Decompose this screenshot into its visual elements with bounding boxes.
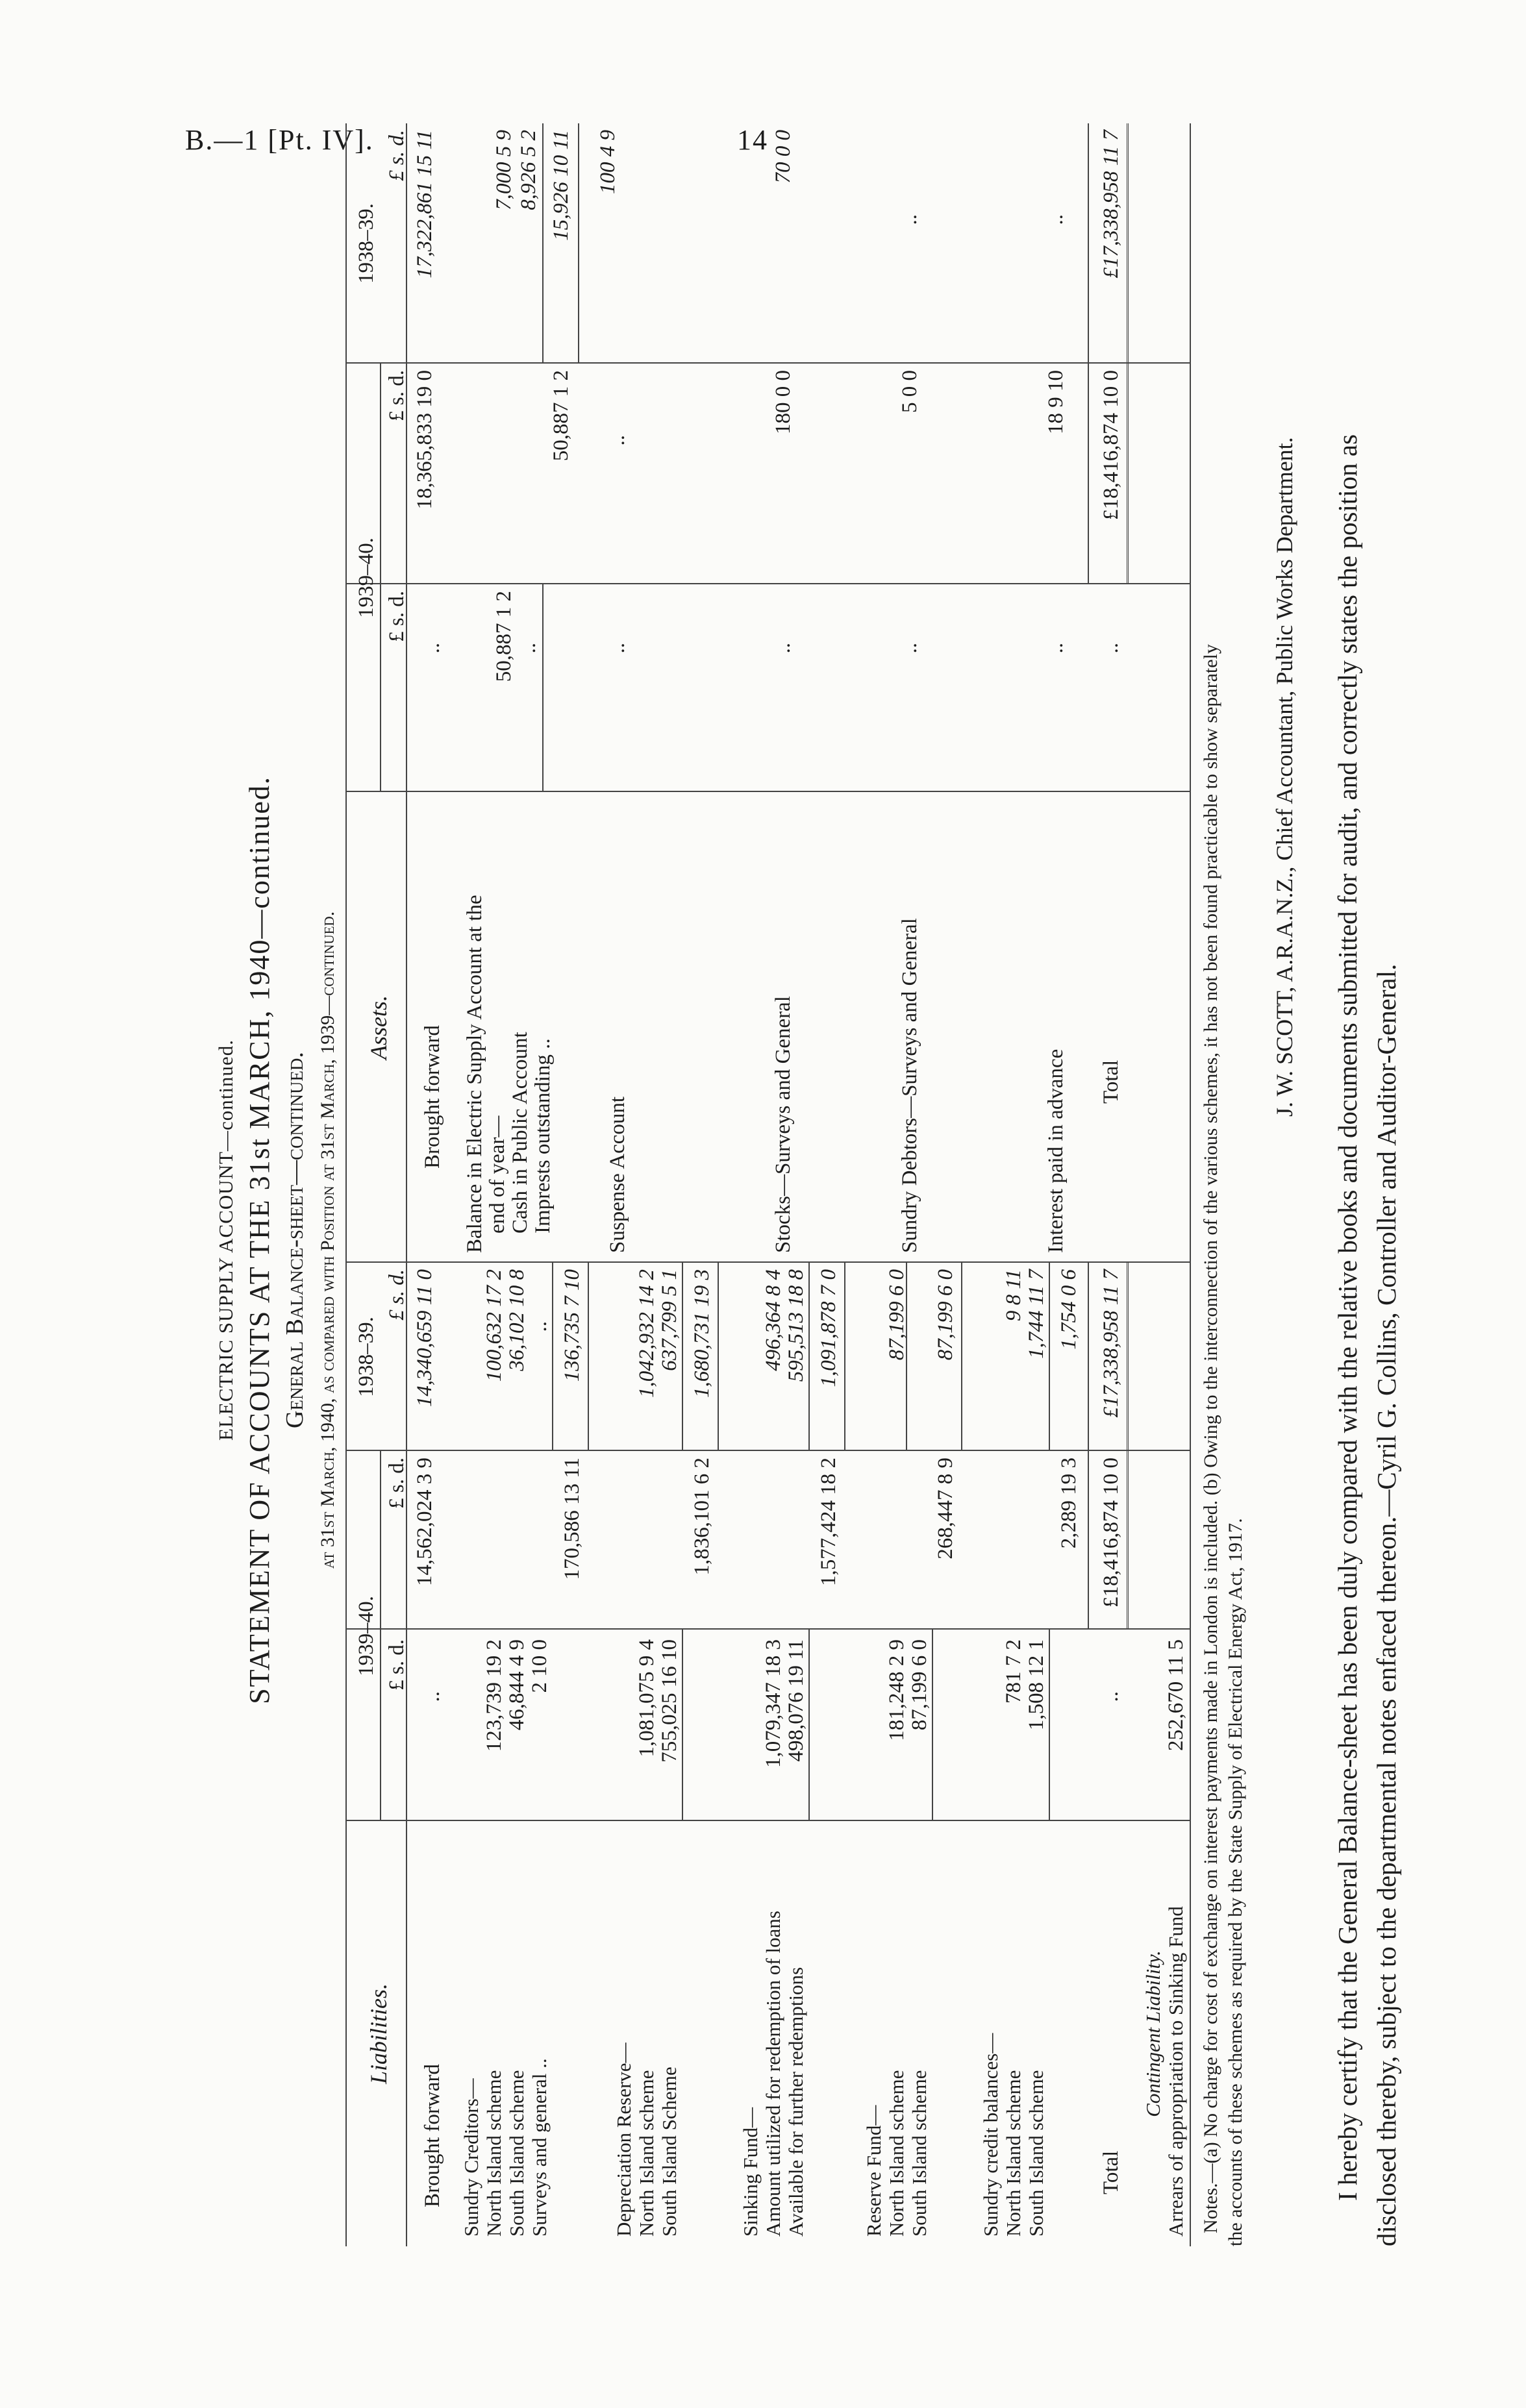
- assets-1938-39-header: 1938–39.: [355, 203, 378, 284]
- lsd-header: £ s. d.: [385, 1269, 408, 1321]
- sinking-fund-heading: Sinking Fund—: [739, 2107, 762, 2237]
- liab-bf-1940: 14,562,024 3 9: [413, 1458, 436, 1586]
- assets-total-1940: £18,416,874 10 0: [1099, 370, 1123, 520]
- liab-total-1940: £18,416,874 10 0: [1099, 1458, 1123, 1607]
- assets-bf-1939: 17,322,861 15 11: [413, 130, 436, 279]
- balance-esa-heading: Balance in Electric Supply Account at the: [463, 895, 486, 1253]
- section-title: ELECTRIC SUPPLY ACCOUNT—continued.: [214, 1039, 237, 1441]
- lsd-header: £ s. d.: [385, 1458, 408, 1509]
- liab-1938-39-header: 1938–39.: [355, 1317, 378, 1397]
- interest-paid-label: Interest paid in advance: [1044, 1049, 1068, 1253]
- certificate-line-1: I hereby certify that the General Balance-sheet has been duly compared with the relative books and documents submitted for audit, and correctly states the position as: [1332, 434, 1362, 2201]
- notes-line-1: Notes.—(a) No charge for cost of exchange on interest payments made in London is included. (b) Owing to the interconnection of the various schemes, it has not been found practicable to show separately: [1200, 644, 1221, 2233]
- liab-brought-forward-label: Brought forward: [421, 2064, 444, 2207]
- liab-total-label: Total: [1099, 2150, 1123, 2194]
- stocks-label: Stocks—Surveys and General: [771, 996, 795, 1253]
- assets-1939-40-header: 1939–40.: [355, 538, 378, 618]
- table-bottom-rule: [1190, 123, 1191, 2246]
- liab-bf-1939: 14,340,659 11 0: [413, 1269, 436, 1408]
- table-top-rule: [345, 123, 347, 2246]
- lsd-header: £ s. d.: [385, 1639, 408, 1691]
- lsd-header: £ s. d.: [385, 370, 408, 421]
- sundry-creditors-total-1940: 170,586 13 11: [560, 1458, 584, 1580]
- accountant-signature: J. W. SCOTT, A.R.A.N.Z., Chief Accountant, Public Works Department.: [1271, 437, 1297, 1117]
- center-divider: [345, 1261, 1190, 1263]
- assets-bf-1940: 18,365,833 19 0: [413, 370, 436, 510]
- assets-total-1939: £17,338,958 11 7: [1099, 130, 1123, 279]
- document-reference: B.—1 [Pt. IV].: [185, 124, 374, 156]
- assets-total-label: Total: [1099, 1060, 1123, 1104]
- lsd-header: £ s. d.: [385, 591, 408, 642]
- liab-total-1939: £17,338,958 11 7: [1099, 1269, 1123, 1418]
- contingent-liability-heading: Contingent Liability.: [1142, 1950, 1164, 2117]
- comparison-subtitle: at 31st March, 1940, as compared with Position at 31st March, 1939—continued.: [317, 911, 338, 1569]
- suspense-account-label: Suspense Account: [606, 1096, 629, 1253]
- reserve-fund-heading: Reserve Fund—: [862, 2105, 885, 2237]
- sundry-creditors-heading: Sundry Creditors—: [460, 2078, 482, 2237]
- certificate-line-2: disclosed thereby, subject to the departmental notes enfaced thereon.—Cyril G. Collins, Controller and Auditor-General.: [1371, 963, 1401, 2246]
- sundry-credit-balances-heading: Sundry credit balances—: [979, 2033, 1002, 2237]
- cash-public-account-1940: 50,887 1 2: [492, 591, 516, 682]
- balance-sheet-title: General Balance-sheet—continued.: [281, 1052, 308, 1428]
- sundry-debtors-label: Sundry Debtors—Surveys and General: [898, 918, 921, 1253]
- liabilities-header: Liabilities.: [366, 1983, 392, 2085]
- sinking-fund-arrears-value: 252,670 11 5: [1164, 1639, 1188, 1752]
- balance-sheet-page: ELECTRIC SUPPLY ACCOUNT—continued. STATEMENT OF ACCOUNTS AT THE 31st MARCH, 1940—continued. General Balance-sheet—continued. at 31st March, 1940, as compared with Position at 31st March, 1939—continued. Liabilities. 1939–40. 1938–39. Assets. 1939–40. 1938–39. £ s. d. £ s. d. £ s. d. £ s. d. £ s. d. £ s. d. Brought forward .. 14,562,024 3 9 14,340,659 11 0 Sundry Creditors— North Island scheme 123,739 19 2 100,632 17 2 South Island scheme 46,844 4 9 36,102 10 8 Surveys and general .. 2 10 0 .. 170,586 13 11 136,735 7 10 Depreciation Reserve— North Island scheme 1,081,075 9 4 1,042,932 14 2 South Island Scheme 755,025 16 10 637,799 5 1 1,836,101 6 2 1,680,731 19 3 Sinking Fund— Amount utilized for redemption of loans 1,079,347 18 3 496,364 8 4 Available for further redemptions 498,076 19 11 595,513 18 8 1,577,424 18 2 1,091,878 7 0 Reserve Fund— North Island scheme 181,248 2 9 87,199 6 0 South Island scheme 87,199 6 0 268,447 8 9 87,199 6 0 Sundry credit balances— North Island scheme 781 7 2 9 8 11 South Island scheme 1,508 12 1 1,744 11 7 2,289 19 3 1,754 0 6 Total .. £18,416,874 10 0 £17,338,958 11 7 Contingent Liability. Arrears of appropriation to Sinking Fund 252,670 11 5 Brought forward .. 18,365,833 19 0 17,322,861 15 11 Balance in Electric Supply Account at the end of year— Cash in Public Account 50,887 1 2 7,000 5 9 Imprests outstanding .. .. 8,926 5 2 50,887 1 2 15,926 10 11 Suspense Account .. .. 100 4 9 Stocks—Surveys and General .. 180 0 0 70 0 0 Sundry Debtors—Surveys and General .. 5 0 0 .. Interest paid in advance .. 18 9 10 .. Total .. £18,416,874 10 0 £17,338,958 11 7 Notes.—(a) No charge for cost of exchange on interest payments made in London is included. (b) Owing to the interconnection of the various schemes, it has not been found practicable to show separately the accounts of these schemes as required by the State Supply of Electrical Energy Act, 1917. J. W. SCOTT, A.R.A.N.Z., Chief Accountant, Public Works Department. I hereby certify that the General Balance-sheet has been duly compared with the relative books and documents submitted for audit, and correctly states the position as disclosed thereby, subject to the departmental notes enfaced thereon.—Cyril G. Collins, Controller and Auditor-General.: [208, 104, 1526, 2246]
- notes-line-2: the accounts of these schemes as required by the State Supply of Electrical Energy Act, 1917.: [1225, 1518, 1246, 2246]
- sinking-fund-arrears-label: Arrears of appropriation to Sinking Fund: [1164, 1906, 1187, 2237]
- assets-header: Assets.: [366, 995, 392, 1060]
- liab-1939-40-header: 1939–40.: [355, 1596, 378, 1676]
- imprests-label: Imprests outstanding ..: [531, 1038, 555, 1234]
- depreciation-reserve-heading: Depreciation Reserve—: [612, 2042, 635, 2237]
- assets-brought-forward-label: Brought forward: [421, 1025, 444, 1169]
- lsd-header: £ s. d.: [385, 130, 408, 181]
- page-number: 14: [737, 124, 768, 156]
- statement-title: STATEMENT OF ACCOUNTS AT THE 31st MARCH, 1940—continued.: [244, 776, 275, 1704]
- cash-public-account-label: Cash in Public Account: [508, 1032, 532, 1234]
